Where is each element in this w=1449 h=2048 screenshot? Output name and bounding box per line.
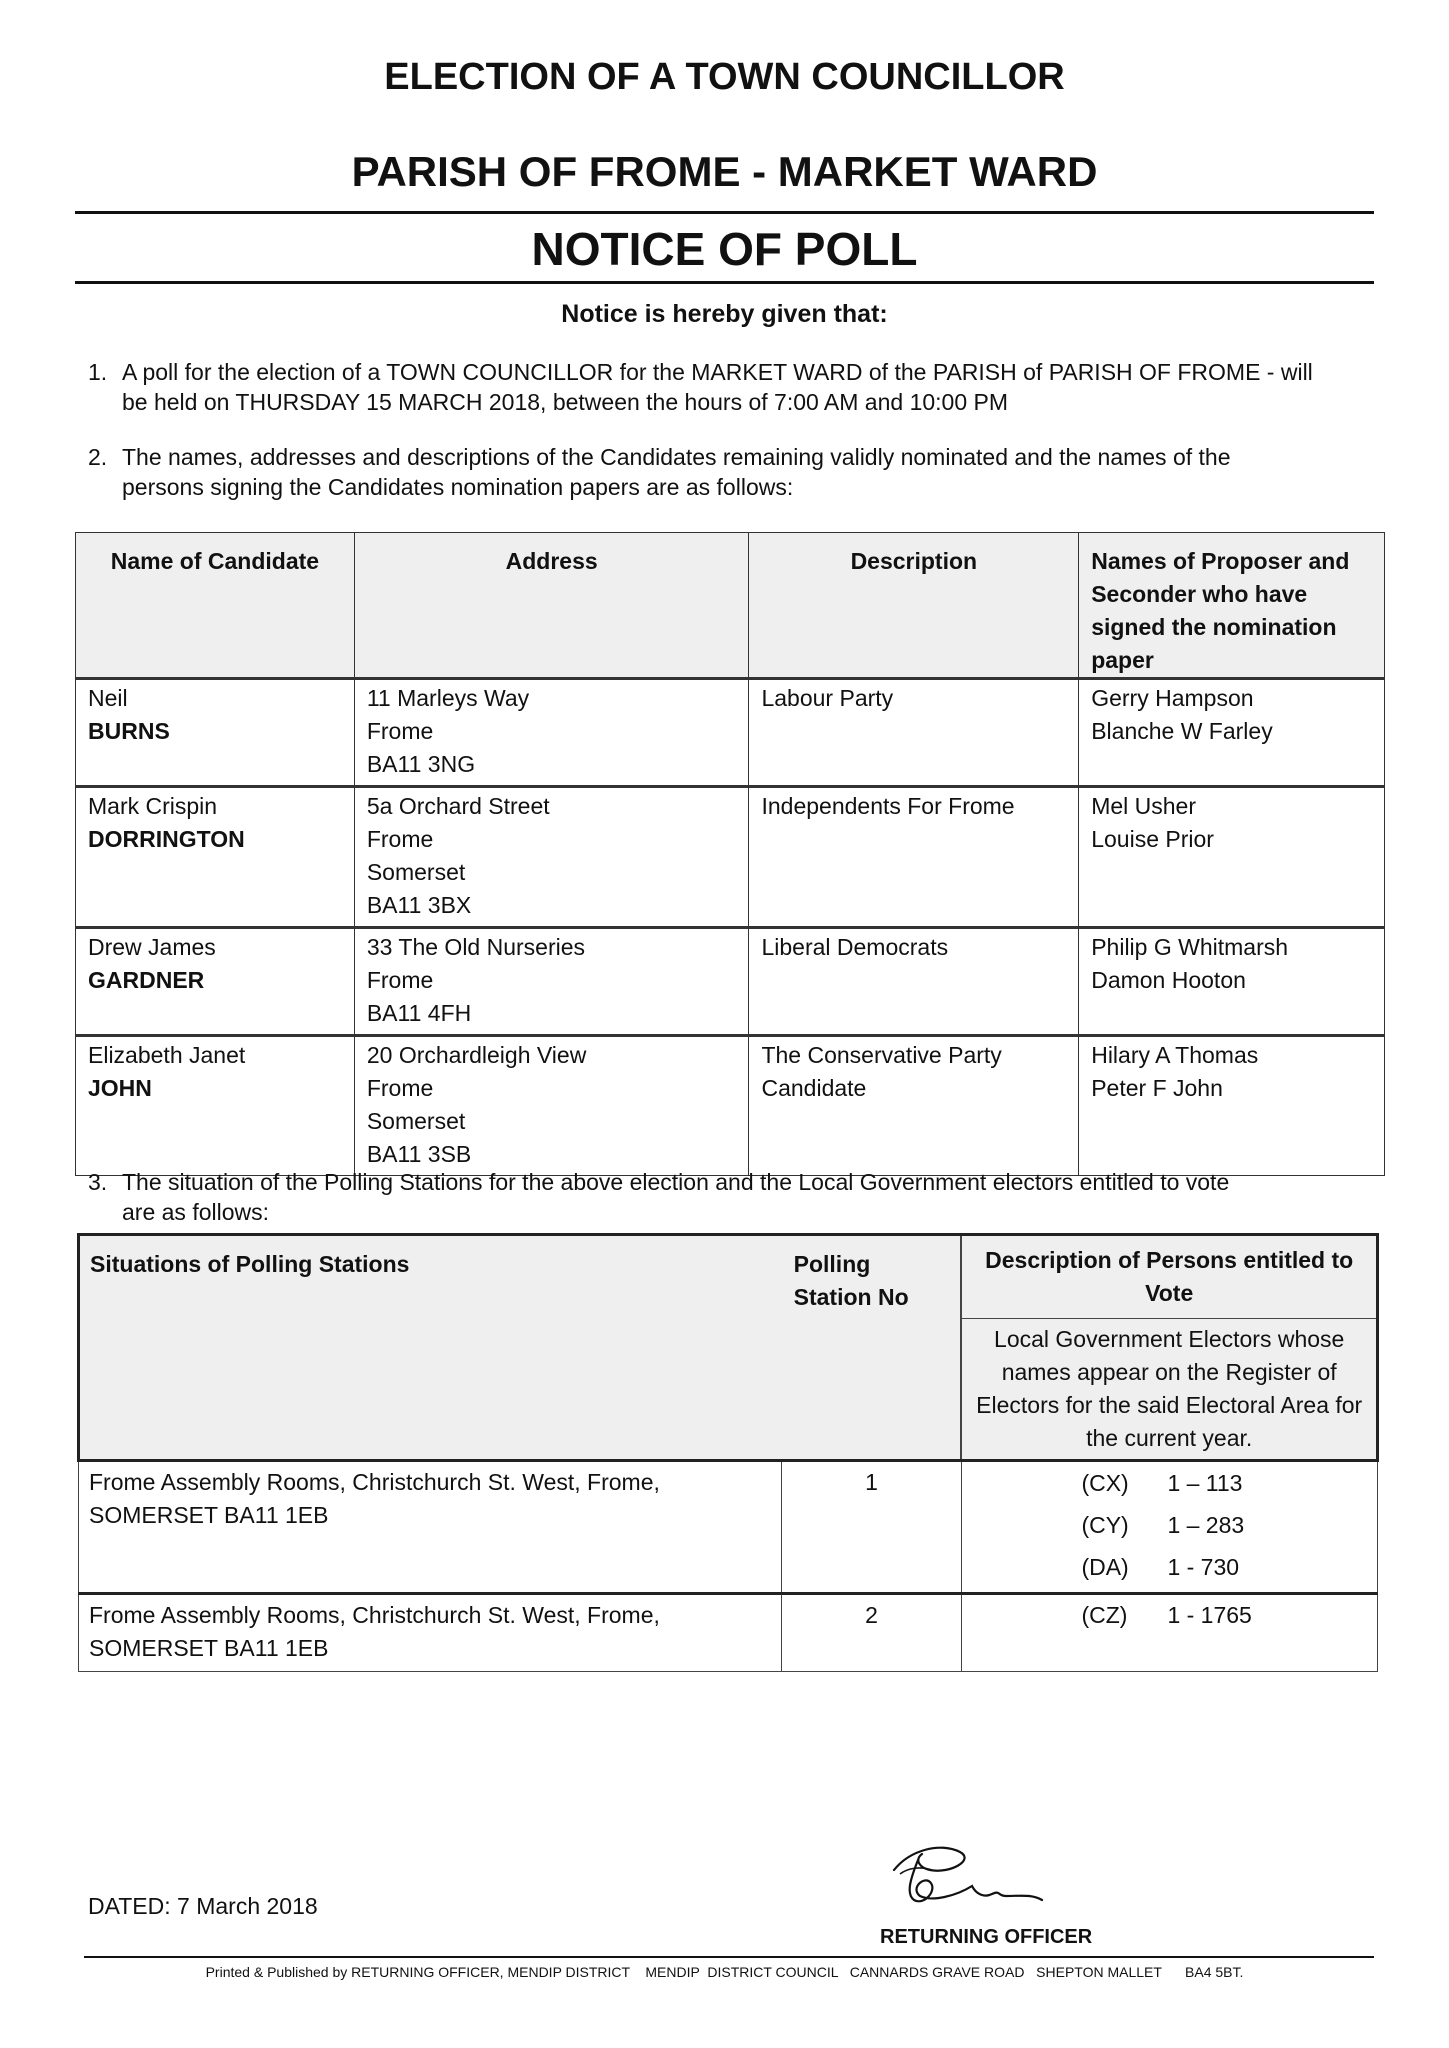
candidate-surname: DORRINGTON	[88, 826, 245, 852]
signature-image	[880, 1830, 1060, 1920]
notice-intro: Notice is hereby given that:	[561, 300, 888, 328]
register-code: (CZ)	[1081, 1602, 1128, 1628]
table-row	[76, 679, 1385, 787]
paragraph-number: 1.	[88, 359, 108, 385]
address-line: Frome	[366, 826, 434, 852]
range-line	[972, 1504, 1367, 1546]
paragraph-text: are as follows:	[122, 1199, 270, 1225]
candidate-surname: JOHN	[88, 1075, 152, 1101]
signer-name: Louise Prior	[1091, 826, 1214, 852]
ranges-cell	[961, 1594, 1377, 1672]
elector-range: 1 - 730	[1167, 1554, 1240, 1580]
signer-name: Peter F John	[1091, 1075, 1223, 1101]
address-cell	[354, 679, 749, 787]
register-code: (DA)	[1081, 1554, 1129, 1580]
table-row	[76, 787, 1385, 928]
persons-note: Local Government Electors whose names appear on the Register of Electors for the said Electoral Area for the current year.	[961, 1319, 1377, 1461]
header-proposer-seconder: Names of Proposer and Seconder who have signed the nomination paper	[1079, 533, 1385, 679]
signer-name: Blanche W Farley	[1091, 718, 1273, 744]
station-no-cell: 2	[782, 1594, 962, 1672]
parish-title: PARISH OF FROME - MARKET WARD	[351, 148, 1098, 195]
address-line: Frome	[366, 718, 434, 744]
candidates-table	[75, 532, 1385, 1176]
paragraph-1	[88, 357, 1378, 417]
address-line: BA11 3SB	[366, 1141, 472, 1167]
elector-range: 1 – 283	[1167, 1512, 1245, 1538]
header-persons-entitled: Description of Persons entitled to Vote	[961, 1235, 1377, 1319]
table-row	[79, 1594, 1378, 1672]
candidate-name-cell	[76, 928, 355, 1036]
returning-officer-label: RETURNING OFFICER	[880, 1926, 1093, 1948]
address-line: 33 The Old Nurseries	[366, 934, 586, 960]
description-cell: Independents For Frome	[749, 787, 1079, 928]
candidate-name-cell	[76, 1036, 355, 1176]
range-line	[972, 1462, 1367, 1504]
range-line	[972, 1599, 1367, 1632]
station-no-cell: 1	[782, 1461, 962, 1594]
imprint-footer: Printed & Published by RETURNING OFFICER, MENDIP DISTRICT MENDIP DISTRICT COUNCIL CANNARDS GRAVE ROAD SHEPTON MALLET BA4 5BT.	[205, 1964, 1244, 1980]
address-line: 11 Marleys Way	[366, 685, 530, 711]
header-description: Description	[749, 533, 1079, 679]
paragraph-text: persons signing the Candidates nomination papers are as follows:	[122, 474, 794, 500]
signer-name: Mel Usher	[1091, 793, 1197, 819]
ranges-cell	[961, 1461, 1377, 1594]
address-line: 20 Orchardleigh View	[366, 1042, 587, 1068]
candidate-surname: GARDNER	[88, 967, 205, 993]
address-line: BA11 4FH	[366, 1000, 472, 1026]
header-name-of-candidate: Name of Candidate	[76, 533, 355, 679]
paragraph-number: 2.	[88, 444, 108, 470]
signers-cell	[1079, 1036, 1385, 1176]
candidate-name-cell	[76, 679, 355, 787]
signers-cell	[1079, 928, 1385, 1036]
candidate-name-cell	[76, 787, 355, 928]
header-address: Address	[354, 533, 749, 679]
paragraph-text: A poll for the election of a TOWN COUNCILLOR for the MARKET WARD of the PARISH of PARISH OF FROME - will	[122, 359, 1313, 385]
table-row	[76, 928, 1385, 1036]
register-code: (CY)	[1081, 1512, 1129, 1538]
address-line: BA11 3BX	[366, 892, 472, 918]
signer-name: Gerry Hampson	[1091, 685, 1254, 711]
description-cell: The Conservative Party Candidate	[749, 1036, 1079, 1176]
address-cell	[354, 1036, 749, 1176]
table-header-row	[79, 1235, 1378, 1319]
paragraph-2	[88, 442, 1378, 502]
candidate-first-name: Mark Crispin	[88, 793, 218, 819]
header-situation: Situations of Polling Stations	[79, 1235, 782, 1461]
candidate-surname: BURNS	[88, 718, 170, 744]
address-line: Frome	[366, 967, 434, 993]
divider	[75, 211, 1374, 214]
election-title: ELECTION OF A TOWN COUNCILLOR	[384, 56, 1065, 98]
signers-cell	[1079, 679, 1385, 787]
paragraph-text: The names, addresses and descriptions of the Candidates remaining validly nominated and the names of the	[122, 444, 1231, 470]
candidate-first-name: Drew James	[88, 934, 216, 960]
elector-range: 1 - 1765	[1167, 1602, 1252, 1628]
signer-name: Philip G Whitmarsh	[1091, 934, 1289, 960]
situation-cell: Frome Assembly Rooms, Christchurch St. West, Frome, SOMERSET BA11 1EB	[79, 1461, 782, 1594]
signers-cell	[1079, 787, 1385, 928]
candidate-first-name: Neil	[88, 685, 128, 711]
address-line: Frome	[366, 1075, 434, 1101]
address-cell	[354, 787, 749, 928]
divider	[84, 1956, 1374, 1958]
table-row	[79, 1461, 1378, 1594]
register-code: (CX)	[1081, 1470, 1129, 1496]
paragraph-number: 3.	[88, 1169, 108, 1195]
range-line	[972, 1546, 1367, 1588]
situation-cell: Frome Assembly Rooms, Christchurch St. West, Frome, SOMERSET BA11 1EB	[79, 1594, 782, 1672]
header-station-no: Polling Station No	[782, 1235, 962, 1461]
description-cell: Liberal Democrats	[749, 928, 1079, 1036]
candidate-first-name: Elizabeth Janet	[88, 1042, 246, 1068]
address-cell	[354, 928, 749, 1036]
polling-stations-table	[77, 1233, 1379, 1672]
description-cell: Labour Party	[749, 679, 1079, 787]
table-row	[76, 1036, 1385, 1176]
divider	[75, 281, 1374, 284]
dated-line: DATED: 7 March 2018	[88, 1893, 318, 1919]
address-line: BA11 3NG	[366, 751, 476, 777]
address-line: 5a Orchard Street	[366, 793, 550, 819]
signer-name: Hilary A Thomas	[1091, 1042, 1259, 1068]
paragraph-text: be held on THURSDAY 15 MARCH 2018, between the hours of 7:00 AM and 10:00 PM	[122, 389, 1009, 415]
signer-name: Damon Hooton	[1091, 967, 1246, 993]
paragraph-3	[88, 1167, 1378, 1227]
address-line: Somerset	[366, 859, 466, 885]
table-header-row	[76, 533, 1385, 679]
elector-range: 1 – 113	[1167, 1470, 1243, 1496]
paragraph-text: The situation of the Polling Stations for the above election and the Local Government electors entitled to vote	[122, 1169, 1230, 1195]
notice-title: NOTICE OF POLL	[531, 223, 918, 275]
address-line: Somerset	[366, 1108, 466, 1134]
